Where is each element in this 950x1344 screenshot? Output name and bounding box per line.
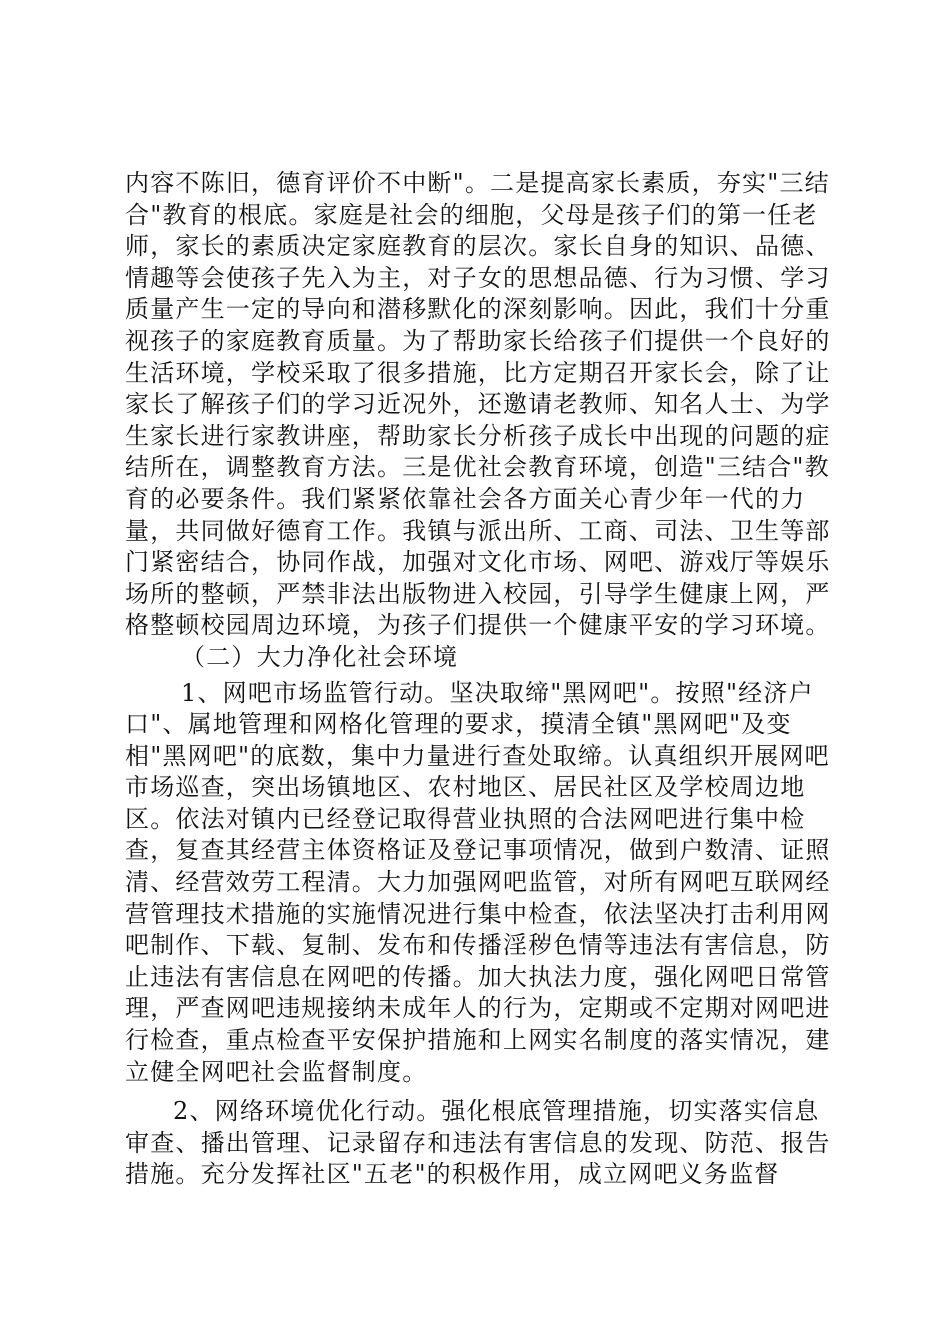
section-heading-purify-environment: （二）大力净化社会环境 <box>181 642 459 671</box>
paragraph-network-environment: 2、网络环境优化行动。强化根底管理措施，切实落实信息审查、播出管理、记录留存和违法有害信息的发现、防范、报告措施。充分发挥社区"五老"的积极作用，成立网吧义务监督 <box>125 1097 831 1189</box>
paragraph-internet-cafe-supervision: 1、网吧市场监管行动。坚决取缔"黑网吧"。按照"经济户口"、属地管理和网格化管理的要求，摸清全镇"黑网吧"及变相"黑网吧"的底数，集中力量进行查处取缔。认真组织开展网吧市场巡查，突出场镇地区、农村地区、居民社区及学校周边地区。依法对镇内已经登记取得营业执照的合法网吧进行集中检查，复查其经营主体资格证及登记事项情况，做到户数清、证照清、经营效劳工程清。大力加强网吧监管，对所有网吧互联网经营管理技术措施的实施情况进行集中检查，依法坚决打击利用网吧制作、下载、复制、发布和传播淫秽色情等违法有害信息，防止违法有害信息在网吧的传播。加大执法力度，强化网吧日常管理，严查网吧违规接纳未成年人的行为，定期或不定期对网吧进行检查，重点检查平安保护措施和上网实名制度的落实情况，建立健全网吧社会监督制度。 <box>125 678 831 1086</box>
paragraph-family-education: 内容不陈旧，德育评价不中断"。二是提高家长素质，夯实"三结合"教育的根底。家庭是社会的细胞，父母是孩子们的第一任老师，家长的素质决定家庭教育的层次。家长自身的知识、品德、情趣等会使孩子先入为主，对子女的思想品德、行为习惯、学习质量产生一定的导向和潜移默化的深刻影响。因此，我们十分重视孩子的家庭教育质量。为了帮助家长给孩子们提供一个良好的生活环境，学校采取了很多措施，比方定期召开家长会，除了让家长了解孩子们的学习近况外，还邀请老教师、知名人士、为学生家长进行家教讲座，帮助家长分析孩子成长中出现的问题的症结所在，调整教育方法。三是优社会教育环境，创造"三结合"教育的必要条件。我们紧紧依靠社会各方面关心青少年一代的力量，共同做好德育工作。我镇与派出所、工商、司法、卫生等部门紧密结合，协同作战，加强对文化市场、网吧、游戏厅等娱乐场所的整顿，严禁非法出版物进入校园，引导学生健康上网，严格整顿校园周边环境，为孩子们提供一个健康平安的学习环境。 <box>125 169 831 640</box>
document-body <box>125 168 835 1191</box>
